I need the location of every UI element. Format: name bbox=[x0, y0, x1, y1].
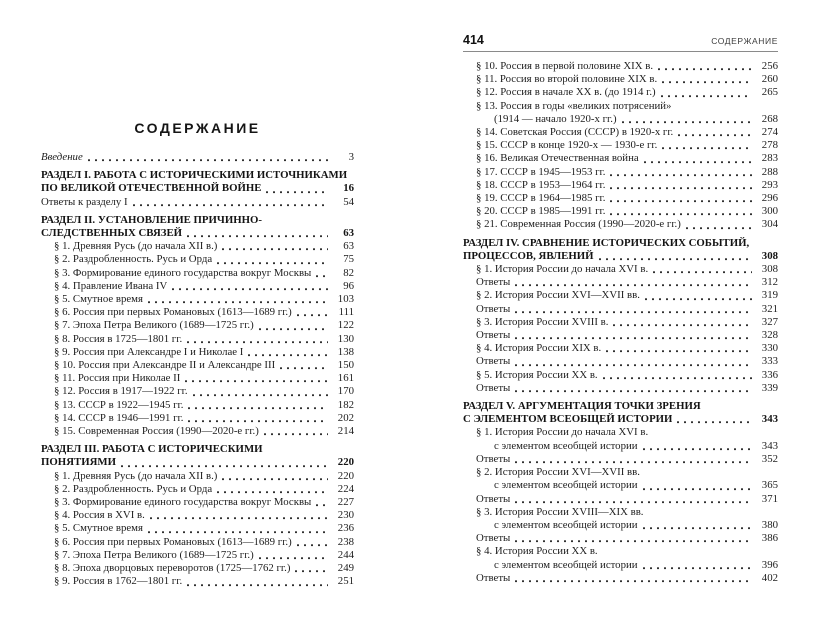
toc-entry-text: СЛЕДСТВЕННЫХ СВЯЗЕЙ bbox=[41, 227, 183, 240]
toc-entry bbox=[41, 549, 354, 562]
toc-page-number: 352 bbox=[761, 452, 778, 465]
left-page bbox=[41, 120, 354, 589]
toc-entry-text: § 2. История России XVI—XVII вв. bbox=[476, 289, 640, 302]
toc-entry-text: § 10. Россия при Александре II и Александре III bbox=[54, 359, 276, 372]
toc-entry bbox=[463, 289, 778, 302]
dot-leader bbox=[662, 81, 752, 84]
toc-entry bbox=[41, 496, 354, 509]
dot-leader bbox=[187, 584, 328, 587]
dot-leader bbox=[643, 527, 752, 530]
dot-leader bbox=[515, 540, 752, 543]
toc-entry bbox=[41, 399, 354, 412]
toc-section-heading bbox=[463, 400, 778, 413]
toc-entry-text: ПОНЯТИЯМИ bbox=[41, 456, 116, 469]
dot-leader bbox=[172, 288, 328, 291]
toc-entry-text: § 15. СССР в конце 1920-х — 1930-е гг. bbox=[476, 139, 658, 152]
toc-section-heading bbox=[463, 237, 778, 250]
toc-entry bbox=[41, 333, 354, 346]
toc-entry-text: § 19. СССР в 1964—1985 гг. bbox=[476, 192, 606, 205]
toc-entry bbox=[463, 303, 778, 316]
dot-leader bbox=[280, 367, 328, 370]
toc-page-number: 268 bbox=[761, 112, 778, 125]
toc-entry bbox=[463, 73, 778, 86]
toc-entry bbox=[41, 425, 354, 438]
dot-leader bbox=[644, 161, 752, 164]
toc-page-number: 380 bbox=[761, 518, 778, 531]
toc-page-number: 54 bbox=[343, 195, 354, 208]
toc-entry bbox=[463, 532, 778, 545]
toc-entry bbox=[41, 470, 354, 483]
toc-entry-text: § 9. Россия в 1762—1801 гг. bbox=[54, 575, 183, 588]
toc-entry-text: ПРОЦЕССОВ, ЯВЛЕНИЙ bbox=[463, 249, 594, 262]
toc-entry-text: § 11. Россия при Николае II bbox=[54, 372, 181, 385]
dot-leader bbox=[606, 350, 752, 353]
toc-entry-text: Ответы bbox=[476, 452, 511, 465]
toc-page-number: 238 bbox=[337, 535, 354, 548]
toc-entry-text: § 10. Россия в первой половине XIX в. bbox=[476, 60, 654, 72]
toc-entry bbox=[463, 572, 778, 585]
dot-leader bbox=[643, 567, 752, 570]
dot-leader bbox=[610, 174, 752, 177]
toc-entry-text: § 5. Смутное время bbox=[54, 522, 143, 535]
toc-section-heading bbox=[463, 250, 778, 263]
dot-leader bbox=[613, 324, 752, 327]
dot-leader bbox=[603, 377, 752, 380]
toc-page-number: 283 bbox=[761, 152, 778, 165]
toc-entry bbox=[463, 179, 778, 192]
toc-page-number: 278 bbox=[761, 139, 778, 152]
dot-leader bbox=[610, 213, 752, 216]
toc-entry-text: § 20. СССР в 1985—1991 гг. bbox=[476, 205, 606, 218]
toc-entry-text: § 1. История России до начала XVI в. bbox=[476, 263, 649, 276]
toc-entry-text: § 5. История России XX в. bbox=[476, 368, 598, 381]
toc-entry-text: § 8. Эпоха дворцовых переворотов (1725—1762 гг.) bbox=[54, 562, 291, 575]
toc-page-number: 396 bbox=[761, 558, 778, 571]
toc-page-number: 327 bbox=[761, 315, 778, 328]
dot-leader bbox=[515, 580, 752, 583]
toc-entry-text: § 1. Древняя Русь (до начала XII в.) bbox=[54, 469, 218, 482]
toc-entry-text: § 4. Россия в XVI в. bbox=[54, 509, 145, 522]
toc-page-number: 122 bbox=[337, 319, 354, 332]
dot-leader bbox=[264, 433, 328, 436]
toc-section-heading bbox=[41, 182, 354, 195]
dot-leader bbox=[217, 491, 328, 494]
toc-page-number: 230 bbox=[337, 509, 354, 522]
toc-entry bbox=[463, 60, 778, 73]
dot-leader bbox=[653, 271, 752, 274]
toc-entry bbox=[463, 86, 778, 99]
dot-leader bbox=[515, 364, 752, 367]
toc-page-number: 251 bbox=[337, 575, 354, 588]
toc-entry bbox=[41, 385, 354, 398]
dot-leader bbox=[515, 311, 752, 314]
toc-entry-text: Ответы bbox=[476, 329, 511, 342]
dot-leader bbox=[643, 448, 752, 451]
toc-entry bbox=[463, 506, 778, 519]
toc-page-number: 288 bbox=[761, 165, 778, 178]
toc-page-number: 293 bbox=[761, 178, 778, 191]
toc-entry bbox=[41, 372, 354, 385]
dot-leader bbox=[662, 147, 752, 150]
toc-entry bbox=[463, 263, 778, 276]
toc-section-heading bbox=[41, 456, 354, 469]
toc-entry bbox=[41, 412, 354, 425]
toc-entry-text: § 2. История России XVI—XVII вв. bbox=[476, 466, 640, 479]
dot-leader bbox=[297, 544, 328, 547]
dot-leader bbox=[222, 248, 328, 251]
toc-entry bbox=[463, 440, 778, 453]
toc-entry bbox=[463, 355, 778, 368]
toc-entry-text: § 18. СССР в 1953—1964 гг. bbox=[476, 178, 606, 191]
toc-entry bbox=[41, 280, 354, 293]
toc-page-number: 319 bbox=[761, 289, 778, 302]
toc-entry bbox=[41, 240, 354, 253]
toc-entry-text: Ответы bbox=[476, 276, 511, 289]
page-number: 414 bbox=[463, 33, 484, 47]
toc-entry bbox=[463, 166, 778, 179]
dot-leader bbox=[515, 284, 752, 287]
toc-page-number: 16 bbox=[343, 182, 354, 195]
dot-leader bbox=[193, 394, 328, 397]
toc-entry-text: § 1. Древняя Русь (до начала XII в.) bbox=[54, 240, 218, 253]
toc-entry bbox=[463, 126, 778, 139]
toc-entry-text: (1914 — начало 1920-х гг.) bbox=[494, 112, 617, 125]
toc-entry bbox=[41, 483, 354, 496]
toc-section-heading bbox=[463, 413, 778, 426]
toc-entry-text: РАЗДЕЛ V. АРГУМЕНТАЦИЯ ТОЧКИ ЗРЕНИЯ bbox=[463, 400, 701, 413]
dot-leader bbox=[259, 557, 328, 560]
dot-leader bbox=[610, 200, 752, 203]
toc-page-number: 274 bbox=[761, 126, 778, 139]
toc-page-number: 386 bbox=[761, 532, 778, 545]
toc-page-number: 161 bbox=[337, 372, 354, 385]
toc-entry bbox=[463, 369, 778, 382]
toc-page-number: 130 bbox=[337, 332, 354, 345]
toc-page-number: 328 bbox=[761, 329, 778, 342]
dot-leader bbox=[222, 478, 328, 481]
toc-entry-text: § 12. Россия в 1917—1922 гг. bbox=[54, 385, 188, 398]
toc-entry bbox=[41, 359, 354, 372]
toc-page-number: 150 bbox=[337, 359, 354, 372]
toc-entry-text: Ответы bbox=[476, 302, 511, 315]
toc-entry bbox=[41, 293, 354, 306]
dot-leader bbox=[515, 337, 752, 340]
toc-entry-text: § 7. Эпоха Петра Великого (1689—1725 гг.) bbox=[54, 319, 254, 332]
dot-leader bbox=[661, 95, 752, 98]
toc-entry bbox=[463, 329, 778, 342]
toc-entry bbox=[41, 253, 354, 266]
toc-entry bbox=[41, 562, 354, 575]
toc-entry-text: С ЭЛЕМЕНТОМ ВСЕОБЩЕЙ ИСТОРИИ bbox=[463, 413, 673, 426]
toc-entry bbox=[463, 342, 778, 355]
dot-leader bbox=[316, 504, 328, 507]
toc-entry-text: Ответы bbox=[476, 571, 511, 584]
toc-page-number: 365 bbox=[761, 479, 778, 492]
dot-leader bbox=[295, 570, 328, 573]
toc-entry-text: § 6. Россия при первых Романовых (1613—1689 гг.) bbox=[54, 306, 292, 319]
toc-entry-text: § 15. Современная Россия (1990—2020-е гг.) bbox=[54, 425, 259, 438]
right-toc-list bbox=[463, 60, 778, 585]
toc-page-number: 63 bbox=[343, 240, 354, 253]
dot-leader bbox=[217, 262, 328, 265]
dot-leader bbox=[188, 420, 328, 423]
running-title: СОДЕРЖАНИЕ bbox=[711, 36, 778, 46]
toc-entry-text: § 2. Раздробленность. Русь и Орда bbox=[54, 253, 213, 266]
toc-page-number: 249 bbox=[337, 562, 354, 575]
toc-entry-text: с элементом всеобщей истории bbox=[494, 439, 638, 452]
toc-entry-text: § 12. Россия в начале XX в. (до 1914 г.) bbox=[476, 86, 656, 99]
toc-entry-text: РАЗДЕЛ II. УСТАНОВЛЕНИЕ ПРИЧИННО- bbox=[41, 213, 263, 226]
toc-entry-text: Введение bbox=[41, 151, 83, 163]
dot-leader bbox=[248, 354, 328, 357]
dot-leader bbox=[622, 121, 752, 124]
toc-page-number: 312 bbox=[761, 276, 778, 289]
toc-entry bbox=[463, 519, 778, 532]
toc-section-heading bbox=[41, 169, 354, 182]
toc-entry-text: Ответы к разделу I bbox=[41, 195, 128, 208]
toc-entry bbox=[463, 466, 778, 479]
toc-section-heading bbox=[41, 227, 354, 240]
toc-entry bbox=[463, 426, 778, 439]
toc-entry-text: § 14. СССР в 1946—1991 гг. bbox=[54, 411, 184, 424]
toc-page-number: 227 bbox=[337, 496, 354, 509]
toc-entry bbox=[463, 192, 778, 205]
dot-leader bbox=[515, 501, 752, 504]
dot-leader bbox=[599, 258, 752, 261]
toc-entry-text: § 3. Формирование единого государства вокруг Москвы bbox=[54, 496, 312, 509]
toc-page-number: 244 bbox=[337, 548, 354, 561]
dot-leader bbox=[678, 134, 752, 137]
toc-entry-text: § 2. Раздробленность. Русь и Орда bbox=[54, 482, 213, 495]
toc-page-number: 339 bbox=[761, 381, 778, 394]
toc-entry bbox=[463, 152, 778, 165]
toc-entry-text: § 16. Великая Отечественная война bbox=[476, 152, 639, 165]
dot-leader bbox=[188, 407, 328, 410]
toc-entry bbox=[463, 316, 778, 329]
dot-leader bbox=[88, 159, 328, 162]
toc-entry-text: § 4. История России XX в. bbox=[476, 545, 598, 558]
toc-page-number: 321 bbox=[761, 302, 778, 315]
toc-entry bbox=[463, 100, 778, 113]
toc-entry bbox=[463, 113, 778, 126]
toc-title: СОДЕРЖАНИЕ bbox=[134, 120, 261, 136]
toc-entry bbox=[463, 218, 778, 231]
toc-entry-text: с элементом всеобщей истории bbox=[494, 558, 638, 571]
toc-entry bbox=[463, 493, 778, 506]
toc-entry-text: Ответы bbox=[476, 381, 511, 394]
toc-page-number: 103 bbox=[337, 293, 354, 306]
dot-leader bbox=[645, 298, 752, 301]
toc-entry-text: § 8. Россия в 1725—1801 гг. bbox=[54, 332, 183, 345]
toc-entry bbox=[41, 575, 354, 588]
dot-leader bbox=[316, 275, 328, 278]
toc-entry-text: § 6. Россия при первых Романовых (1613—1689 гг.) bbox=[54, 535, 292, 548]
toc-section-heading bbox=[41, 214, 354, 227]
dot-leader bbox=[133, 204, 328, 207]
dot-leader bbox=[185, 380, 328, 383]
toc-entry-text: § 14. Советская Россия (СССР) в 1920-х гг. bbox=[476, 126, 674, 139]
toc-page-number: 343 bbox=[761, 413, 778, 426]
toc-entry-text: Ответы bbox=[476, 532, 511, 545]
toc-page-number: 224 bbox=[337, 482, 354, 495]
toc-entry bbox=[463, 559, 778, 572]
toc-entry-text: с элементом всеобщей истории bbox=[494, 479, 638, 492]
toc-entry-text: Ответы bbox=[476, 492, 511, 505]
toc-entry bbox=[41, 151, 354, 164]
toc-page-number: 343 bbox=[761, 439, 778, 452]
toc-entry-text: § 17. СССР в 1945—1953 гг. bbox=[476, 165, 606, 178]
toc-entry-text: § 13. СССР в 1922—1945 гг. bbox=[54, 398, 184, 411]
toc-page-number: 371 bbox=[761, 492, 778, 505]
toc-entry-text: § 3. Формирование единого государства вокруг Москвы bbox=[54, 266, 312, 279]
toc-page-number: 308 bbox=[761, 249, 778, 262]
toc-entry bbox=[41, 319, 354, 332]
dot-leader bbox=[515, 390, 752, 393]
toc-page-number: 265 bbox=[761, 86, 778, 99]
toc-entry-text: ПО ВЕЛИКОЙ ОТЕЧЕСТВЕННОЙ ВОЙНЕ bbox=[41, 182, 262, 195]
toc-entry-text: § 21. Современная Россия (1990—2020-е гг.) bbox=[476, 218, 681, 231]
dot-leader bbox=[610, 187, 752, 190]
toc-page-number: 256 bbox=[761, 60, 778, 72]
toc-entry bbox=[463, 139, 778, 152]
dot-leader bbox=[148, 531, 328, 534]
toc-entry-text: § 9. Россия при Александре I и Николае I bbox=[54, 345, 244, 358]
toc-entry-text: § 13. Россия в годы «великих потрясений» bbox=[476, 99, 672, 112]
toc-page-number: 330 bbox=[761, 342, 778, 355]
toc-entry-text: § 3. История России XVIII в. bbox=[476, 315, 609, 328]
toc-page-number: 260 bbox=[761, 73, 778, 86]
right-page bbox=[463, 33, 778, 585]
toc-entry-text: РАЗДЕЛ I. РАБОТА С ИСТОРИЧЕСКИМИ ИСТОЧНИКАМИ bbox=[41, 169, 348, 182]
toc-page-number: 336 bbox=[761, 368, 778, 381]
toc-page-number: 138 bbox=[337, 345, 354, 358]
dot-leader bbox=[187, 341, 328, 344]
running-header bbox=[463, 33, 778, 52]
toc-entry-text: § 3. История России XVIII—XIX вв. bbox=[476, 505, 644, 518]
toc-page-number: 96 bbox=[343, 279, 354, 292]
toc-entry bbox=[41, 509, 354, 522]
dot-leader bbox=[148, 301, 328, 304]
toc-page-number: 296 bbox=[761, 192, 778, 205]
toc-entry-text: РАЗДЕЛ III. РАБОТА С ИСТОРИЧЕСКИМИ bbox=[41, 443, 263, 456]
toc-page-number: 170 bbox=[337, 385, 354, 398]
toc-entry bbox=[41, 536, 354, 549]
toc-page-number: 300 bbox=[761, 205, 778, 218]
toc-entry bbox=[463, 479, 778, 492]
dot-leader bbox=[259, 328, 328, 331]
dot-leader bbox=[686, 227, 752, 230]
toc-page-number: 333 bbox=[761, 355, 778, 368]
toc-entry bbox=[41, 346, 354, 359]
toc-page-number: 75 bbox=[343, 253, 354, 266]
toc-section-heading bbox=[41, 443, 354, 456]
toc-entry bbox=[463, 276, 778, 289]
toc-page-number: 308 bbox=[761, 263, 778, 276]
toc-page-number: 214 bbox=[337, 425, 354, 438]
dot-leader bbox=[150, 517, 328, 520]
toc-entry bbox=[463, 453, 778, 466]
toc-entry-text: Ответы bbox=[476, 355, 511, 368]
toc-entry-text: РАЗДЕЛ IV. СРАВНЕНИЕ ИСТОРИЧЕСКИХ СОБЫТИЙ, bbox=[463, 236, 750, 249]
dot-leader bbox=[658, 68, 752, 71]
toc-entry-text: § 4. История России XIX в. bbox=[476, 342, 602, 355]
left-toc-list bbox=[41, 151, 354, 589]
toc-entry-text: с элементом всеобщей истории bbox=[494, 518, 638, 531]
toc-page-number: 304 bbox=[761, 218, 778, 231]
toc-entry-text: § 5. Смутное время bbox=[54, 293, 143, 306]
toc-page-number: 111 bbox=[338, 306, 354, 319]
toc-entry-text: § 7. Эпоха Петра Великого (1689—1725 гг.) bbox=[54, 548, 254, 561]
toc-entry-text: § 4. Правление Ивана IV bbox=[54, 279, 168, 292]
dot-leader bbox=[121, 465, 328, 468]
toc-page-number: 3 bbox=[348, 151, 354, 163]
toc-entry-text: § 11. Россия во второй половине XIX в. bbox=[476, 73, 658, 86]
toc-entry bbox=[463, 545, 778, 558]
toc-page-number: 220 bbox=[337, 456, 354, 469]
toc-entry bbox=[463, 205, 778, 218]
dot-leader bbox=[515, 461, 752, 464]
toc-entry bbox=[41, 196, 354, 209]
dot-leader bbox=[677, 421, 752, 424]
toc-page-number: 402 bbox=[761, 571, 778, 584]
toc-page-number: 202 bbox=[337, 411, 354, 424]
dot-leader bbox=[643, 488, 752, 491]
toc-page-number: 236 bbox=[337, 522, 354, 535]
toc-entry-text: § 1. История России до начала XVI в. bbox=[476, 426, 649, 439]
toc-page-number: 220 bbox=[337, 469, 354, 482]
toc-entry bbox=[463, 382, 778, 395]
toc-page-number: 82 bbox=[343, 266, 354, 279]
toc-entry bbox=[41, 522, 354, 535]
toc-page-number: 182 bbox=[337, 398, 354, 411]
toc-entry bbox=[41, 267, 354, 280]
dot-leader bbox=[187, 235, 328, 238]
toc-entry bbox=[41, 306, 354, 319]
toc-page-number: 63 bbox=[343, 227, 354, 240]
dot-leader bbox=[266, 191, 328, 194]
dot-leader bbox=[297, 314, 328, 317]
